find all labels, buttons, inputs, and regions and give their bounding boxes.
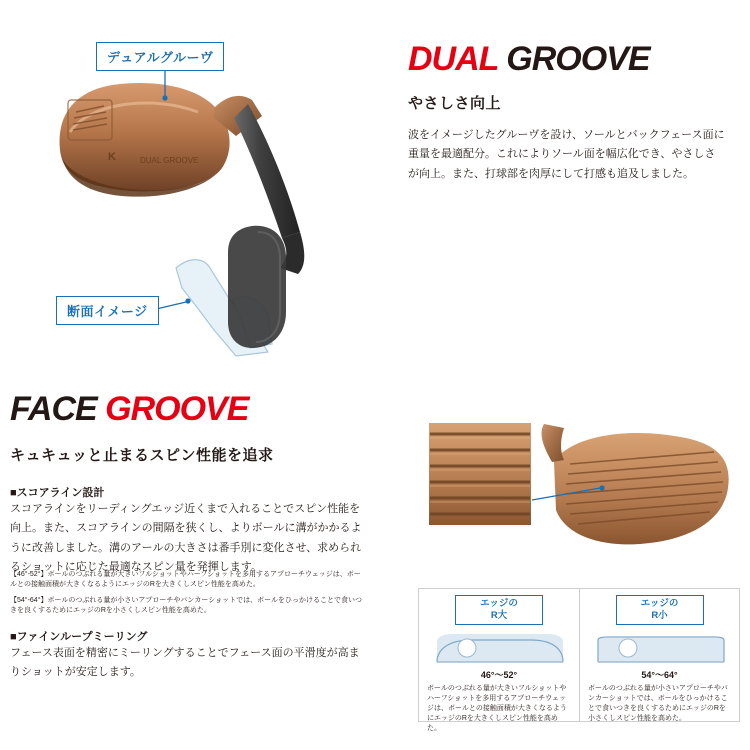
callout-dual-groove: デュアルグルーヴ bbox=[96, 42, 224, 71]
edge-panel-large-desc: ボールのつぶれる量が大きいフルショットやハーフショットを多用するアプローチウェッジは、ボールとの接触面積が大きくなるようにエッジのRを大きくしスピン性能を高めた。 bbox=[427, 684, 567, 733]
dual-groove-title-black: GROOVE bbox=[506, 40, 650, 78]
dual-groove-subtitle: やさしさ向上 bbox=[408, 95, 502, 112]
face-groove-title-red: GROOVE bbox=[105, 390, 249, 428]
face-groove-body-1: スコアラインをリーディングエッジ近くまで入れることでスピン性能を向上。また、スコアラインの間隔を狭くし、よりボールに溝がかかるように改善しました。溝のアールの大きさは番手別に変化させ、求められるショットに応じた最適なスピン量を発揮します。 bbox=[10, 503, 362, 573]
face-groove-head-1: ■スコアライン設計 bbox=[10, 487, 105, 499]
edge-panel-small bbox=[579, 589, 739, 721]
edge-panel-small-title-line1: エッジの bbox=[640, 598, 679, 609]
face-groove-body-2: フェース表面を精密にミーリングすることでフェース面の平滑度が高まりショットが安定します。 bbox=[10, 647, 360, 679]
svg-text:K: K bbox=[108, 151, 116, 163]
edge-panel-large-range: 46°〜52° bbox=[480, 669, 518, 680]
edge-panel-large-title bbox=[455, 595, 543, 625]
edge-panel-large-figure bbox=[427, 628, 571, 666]
dual-groove-body: 波をイメージしたグルーヴを設け、ソールとバックフェース面に重量を最適配分。これによりソール面を幅広化でき、やさしさが向上。また、打球部を肉厚にして打感も追及しました。 bbox=[408, 129, 725, 180]
svg-text:DUAL GROOVE: DUAL GROOVE bbox=[140, 156, 199, 165]
groove-photo-graphic bbox=[418, 408, 738, 568]
face-groove-head-2: ■ファインループミーリング bbox=[10, 631, 148, 643]
edge-panel-large bbox=[419, 589, 579, 733]
edge-panel-small-title bbox=[616, 595, 704, 625]
face-groove-title bbox=[10, 392, 248, 426]
face-groove-note-2: 【54°-64°】ボールのつぶれる量が小さいアプローチやバンカーショットでは、ボールをひっかけることで食いつきを良くするためにエッジのRを小さくしスピン性能を高めた。 bbox=[10, 597, 362, 615]
edge-panel-large-title-line1: エッジの bbox=[480, 598, 518, 609]
face-groove-title-black: FACE bbox=[10, 390, 97, 428]
edge-panel-small-figure bbox=[588, 628, 731, 666]
edge-panel-small-title-line2: R小 bbox=[651, 609, 668, 621]
face-groove-subtitle: キュキュッと止まるスピン性能を追求 bbox=[10, 447, 274, 464]
dual-groove-title-red: DUAL bbox=[408, 40, 498, 78]
edge-r-comparison bbox=[418, 588, 740, 733]
face-groove-note-1: 【46°-52°】ボールのつぶれる量が大きいフルショットやハーフショットを多用するアプローチウェッジは、ボールとの接触面積が大きくなるようにエッジのRを大きくしスピン性能を高めた。 bbox=[10, 571, 361, 589]
edge-panel-small-desc: ボールのつぶれる量が小さいアプローチやバンカーショットでは、ボールをひっかけることで食いつきを良くするためにエッジのRを小さくしスピン性能を高めた。 bbox=[588, 684, 728, 723]
dual-groove-title bbox=[408, 42, 650, 76]
callout-cross-section: 断面イメージ bbox=[56, 296, 159, 325]
edge-panel-large-title-line2: R大 bbox=[490, 609, 508, 621]
edge-panel-small-range: 54°〜64° bbox=[641, 669, 678, 680]
face-groove-photos bbox=[418, 408, 738, 568]
